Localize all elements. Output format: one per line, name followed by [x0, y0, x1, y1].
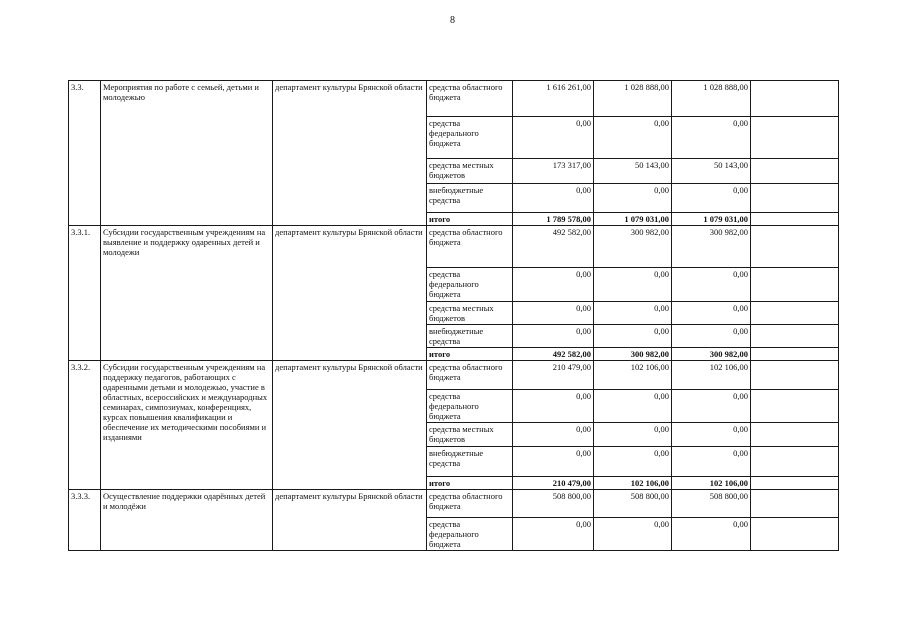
amount-year-3: 0,00: [672, 184, 751, 213]
amount-year-3: 0,00: [672, 447, 751, 477]
table-row: [69, 490, 839, 518]
amount-year-2: 0,00: [594, 302, 672, 325]
amount-year-3: 50 143,00: [672, 159, 751, 184]
measure-title: Субсидии государственным учреждениям на поддержку педагогов, работающих с одаренными детьми и молодежью, участие в областных, всероссийских и международных семинарах, симпозиумах, конференциях, курсах повышения квалификации и обеспечение их методическими пособиями и изданиями: [101, 361, 273, 490]
empty-cell: [751, 325, 839, 348]
amount-year-3: 0,00: [672, 302, 751, 325]
funding-source: средства областного бюджета: [427, 361, 513, 390]
measure-code: 3.3.: [69, 81, 101, 226]
funding-source: внебюджетные средства: [427, 447, 513, 477]
funding-source: итого: [427, 213, 513, 226]
funding-source: средства местных бюджетов: [427, 159, 513, 184]
measure-code: 3.3.2.: [69, 361, 101, 490]
amount-year-1: 0,00: [513, 184, 594, 213]
funding-source: средства федерального бюджета: [427, 518, 513, 551]
amount-year-2: 300 982,00: [594, 226, 672, 268]
amount-year-2: 0,00: [594, 268, 672, 302]
amount-year-1: 0,00: [513, 423, 594, 447]
funding-source: средства местных бюджетов: [427, 423, 513, 447]
empty-cell: [751, 423, 839, 447]
amount-year-1: 1 616 261,00: [513, 81, 594, 117]
funding-source: итого: [427, 477, 513, 490]
amount-year-2: 102 106,00: [594, 361, 672, 390]
empty-cell: [751, 268, 839, 302]
measure-code: 3.3.3.: [69, 490, 101, 551]
budget-table-body: [69, 81, 839, 551]
amount-year-2: 0,00: [594, 325, 672, 348]
amount-year-3: 1 028 888,00: [672, 81, 751, 117]
empty-cell: [751, 348, 839, 361]
empty-cell: [751, 117, 839, 159]
amount-year-3: 1 079 031,00: [672, 213, 751, 226]
funding-source: внебюджетные средства: [427, 325, 513, 348]
budget-table: [68, 80, 839, 551]
empty-cell: [751, 302, 839, 325]
empty-cell: [751, 447, 839, 477]
amount-year-3: 0,00: [672, 117, 751, 159]
measure-title: Осуществление поддержки одарённых детей и молодёжи: [101, 490, 273, 551]
amount-year-1: 508 800,00: [513, 490, 594, 518]
amount-year-1: 1 789 578,00: [513, 213, 594, 226]
funding-source: средства областного бюджета: [427, 490, 513, 518]
empty-cell: [751, 159, 839, 184]
funding-source: средства федерального бюджета: [427, 117, 513, 159]
page-number: 8: [450, 15, 455, 26]
amount-year-2: 1 079 031,00: [594, 213, 672, 226]
table-row: [69, 81, 839, 117]
empty-cell: [751, 184, 839, 213]
amount-year-1: 0,00: [513, 390, 594, 423]
amount-year-3: 0,00: [672, 390, 751, 423]
measure-title: Субсидии государственным учреждениям на выявление и поддержку одаренных детей и молодежи: [101, 226, 273, 361]
amount-year-2: 50 143,00: [594, 159, 672, 184]
amount-year-3: 0,00: [672, 518, 751, 551]
empty-cell: [751, 390, 839, 423]
empty-cell: [751, 361, 839, 390]
amount-year-3: 102 106,00: [672, 477, 751, 490]
funding-source: средства федерального бюджета: [427, 268, 513, 302]
amount-year-2: 1 028 888,00: [594, 81, 672, 117]
amount-year-3: 102 106,00: [672, 361, 751, 390]
amount-year-1: 210 479,00: [513, 361, 594, 390]
funding-source: внебюджетные средства: [427, 184, 513, 213]
empty-cell: [751, 226, 839, 268]
amount-year-1: 0,00: [513, 268, 594, 302]
amount-year-3: 0,00: [672, 268, 751, 302]
amount-year-2: 508 800,00: [594, 490, 672, 518]
empty-cell: [751, 490, 839, 518]
amount-year-1: 173 317,00: [513, 159, 594, 184]
amount-year-1: 492 582,00: [513, 226, 594, 268]
amount-year-3: 300 982,00: [672, 226, 751, 268]
amount-year-1: 0,00: [513, 302, 594, 325]
amount-year-2: 0,00: [594, 184, 672, 213]
responsible-department: департамент культуры Брянской области: [273, 226, 427, 361]
amount-year-3: 300 982,00: [672, 348, 751, 361]
funding-source: средства местных бюджетов: [427, 302, 513, 325]
table-row: [69, 226, 839, 268]
empty-cell: [751, 213, 839, 226]
amount-year-2: 0,00: [594, 447, 672, 477]
table-row: [69, 361, 839, 390]
amount-year-1: 492 582,00: [513, 348, 594, 361]
amount-year-2: 0,00: [594, 390, 672, 423]
funding-source: средства областного бюджета: [427, 226, 513, 268]
amount-year-1: 0,00: [513, 117, 594, 159]
amount-year-1: 0,00: [513, 325, 594, 348]
amount-year-1: 0,00: [513, 447, 594, 477]
funding-source: средства областного бюджета: [427, 81, 513, 117]
responsible-department: департамент культуры Брянской области: [273, 81, 427, 226]
amount-year-2: 0,00: [594, 117, 672, 159]
funding-source: итого: [427, 348, 513, 361]
amount-year-2: 0,00: [594, 518, 672, 551]
amount-year-2: 0,00: [594, 423, 672, 447]
empty-cell: [751, 518, 839, 551]
funding-source: средства федерального бюджета: [427, 390, 513, 423]
measure-code: 3.3.1.: [69, 226, 101, 361]
amount-year-2: 300 982,00: [594, 348, 672, 361]
responsible-department: департамент культуры Брянской области: [273, 490, 427, 551]
responsible-department: департамент культуры Брянской области: [273, 361, 427, 490]
amount-year-1: 210 479,00: [513, 477, 594, 490]
empty-cell: [751, 477, 839, 490]
amount-year-3: 0,00: [672, 325, 751, 348]
amount-year-3: 508 800,00: [672, 490, 751, 518]
measure-title: Мероприятия по работе с семьей, детьми и молодежью: [101, 81, 273, 226]
amount-year-3: 0,00: [672, 423, 751, 447]
amount-year-2: 102 106,00: [594, 477, 672, 490]
empty-cell: [751, 81, 839, 117]
amount-year-1: 0,00: [513, 518, 594, 551]
